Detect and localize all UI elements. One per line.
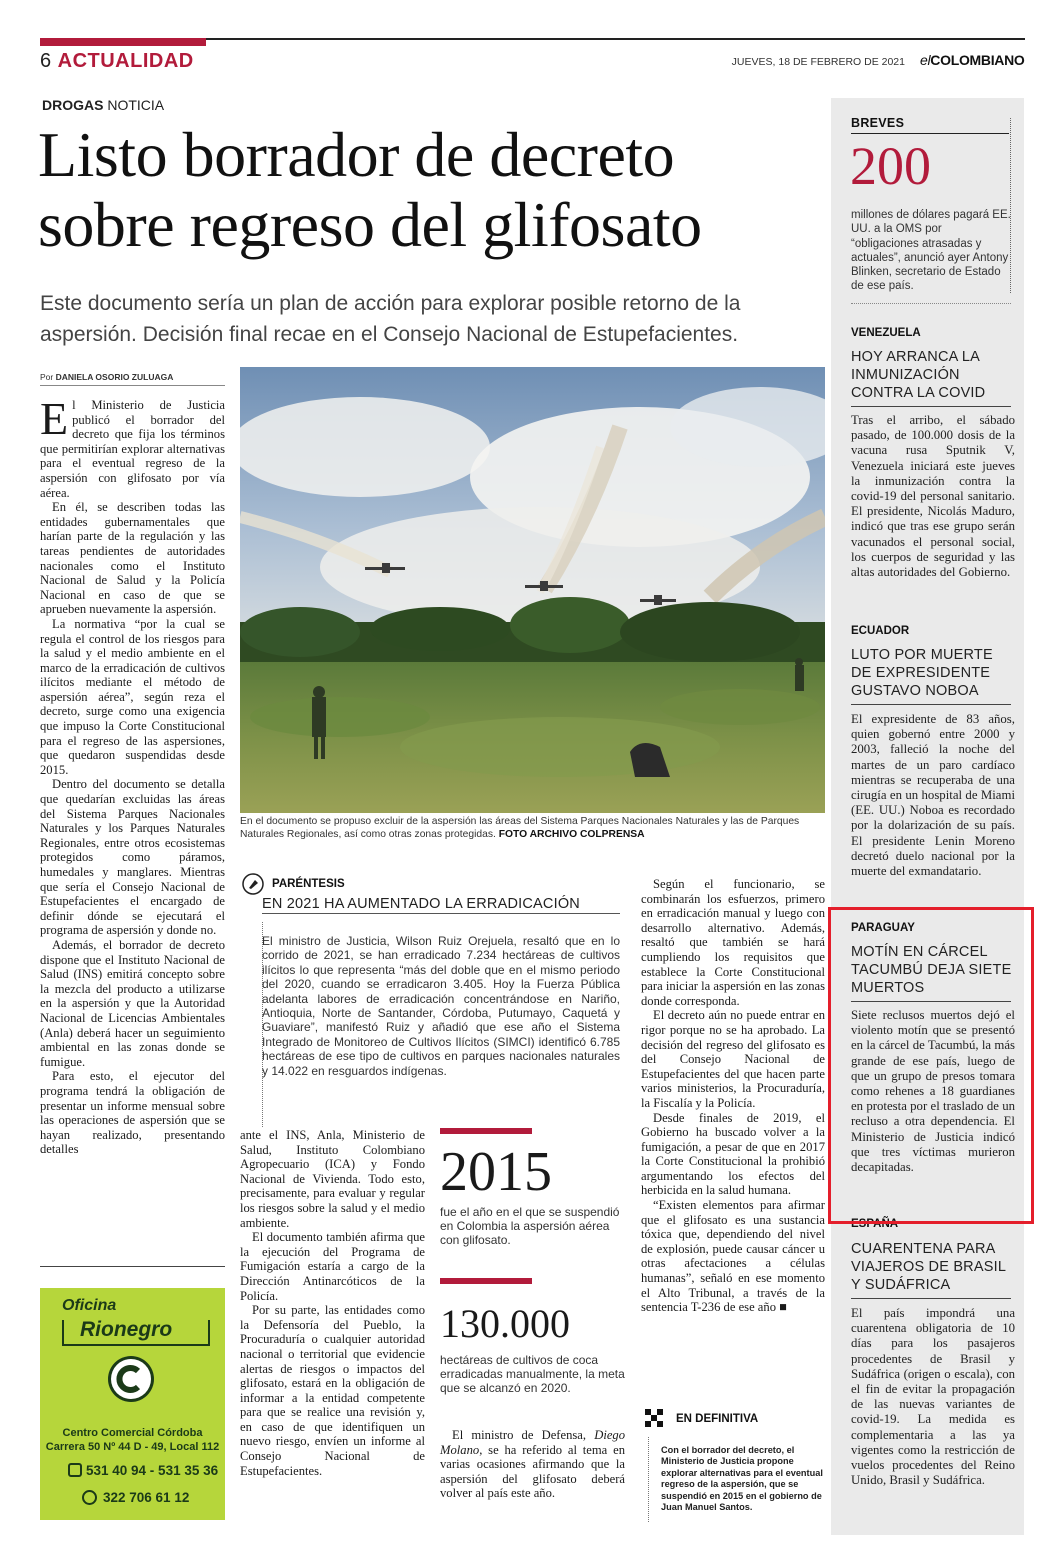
ad-phone: 531 40 94 - 531 35 36 xyxy=(68,1463,218,1478)
ad-whatsapp: 322 706 61 12 xyxy=(82,1490,189,1505)
breves-rule xyxy=(851,133,1009,134)
brief-kicker-venezuela: VENEZUELA xyxy=(851,327,921,339)
breves-big-text: millones de dólares pagará EE. UU. a la OMS por “obligaciones atrasadas y actuales”, anunció ayer Antony Blinken, secretario de Estado de ese país. xyxy=(851,209,1011,293)
drop-cap: E xyxy=(40,393,69,444)
article-dek: Este documento sería un plan de acción para explorar posible retorno de la aspersión. Decisión final recae en el Consejo Nacional de Estupefacientes. xyxy=(40,292,741,346)
en-definitiva-label: EN DEFINITIVA xyxy=(676,1413,759,1425)
breves-label: BREVES xyxy=(851,116,905,130)
article-column-3: El ministro de Defensa, Diego Molano, se ha referido al tema en varias ocasiones afirmando que la aspersión del glifosato deberá volver al país este año. xyxy=(440,1428,625,1501)
aerial-spraying-photo xyxy=(240,367,825,813)
issue-date: JUEVES, 18 DE FEBRERO DE 2021 xyxy=(731,56,905,68)
parentesis-title: EN 2021 HA AUMENTADO LA ERRADICACIÓN xyxy=(262,896,620,914)
sidebar-divider xyxy=(851,303,1011,304)
brief-body-ecuador: El expresidente de 83 años, quien gobernó entre 2000 y 2003, falleció la noche del martes de un paro cardíaco mientras se recuperaba de una cirugía en un hospital de Miami (EE. UU.) Noboa es recordado por la dolarización de su país. El presidente Lenin Moreno decretó duelo nacional por la muerte del exmandatario. xyxy=(851,712,1015,879)
article-column-4: Según el funcionario, se combinarán los esfuerzos, primero en erradicación manual y luego con desarrollo alternativo. Además, resaltó que también se hará cumpliendo los requisitos que establece la Corte Constitucional para iniciar la aspersión en las zonas donde corresponda. El decreto aún no puede entrar en rigor porque no se ha aprobado. La decisión del regreso del glifosato es del Consejo Nacional de Estupefacientes del que hacen parte varios ministerios, la Procuraduría, la Fiscalía y la Policía. Desde finales de 2019, el Gobierno ha buscado volver a la fumigación, a pesar de que en 2017 la Corte Constitucional la prohibió argumentando los efectos del herbicida en la salud humana. “Existen elementos para afirmar que el glifosato es una sustancia tóxica que, dependiendo del nivel de explosión, puede causar cáncer u otras afectaciones a células humanas”, señaló en ese momento el Alto Tribunal, a través de la sentencia T-236 de ese año ■ xyxy=(641,877,825,1315)
breves-big-number: 200 xyxy=(850,136,931,196)
brief-rule xyxy=(851,1298,1011,1299)
section-accent-bar xyxy=(40,38,206,46)
phone-icon xyxy=(68,1463,82,1477)
brief-title-espana: CUARENTENA PARA VIAJEROS DE BRASIL Y SUDÁFRICA xyxy=(851,1241,1006,1293)
ad-title-oficina: Oficina xyxy=(62,1297,117,1314)
brief-title-venezuela: HOY ARRANCA LA INMUNIZACIÓN CONTRA LA COVID xyxy=(851,349,986,401)
pin-icon xyxy=(242,873,264,895)
en-definitiva-text: Con el borrador del decreto, el Ministerio de Justicia propone explorar alternativas para el eventual regreso de la aspersión, que se suspendió en 2015 en el gobierno de Juan Manuel Santos. xyxy=(661,1445,823,1513)
byline: Por DANIELA OSORIO ZULUAGA xyxy=(40,372,225,386)
newspaper-logo: elCOLOMBIANO xyxy=(920,52,1025,68)
section-header xyxy=(40,50,194,73)
article-headline: Listo borrador de decreto sobre regreso del glifosato xyxy=(38,119,702,260)
brief-kicker-ecuador: ECUADOR xyxy=(851,625,910,637)
brief-rule xyxy=(851,704,1011,705)
whatsapp-icon xyxy=(82,1490,97,1505)
article-photo xyxy=(240,367,825,813)
ad-separator xyxy=(40,1266,225,1267)
parentesis-text: El ministro de Justicia, Wilson Ruiz Orejuela, resaltó que en lo corrido de 2021, se han erradicado 7.234 hectáreas de cultivos ilícitos lo que representa “más del doble que en el mismo periodo del 2020, cuando se erradicaron 3.405. Hoy la Fuerza Pública adelanta labores de erradicación concentrándose en Nariño, Antioquia, Norte de Santander, Córdoba, Putumayo, Caquetá y Guaviare”, manifestó Ruiz y añadió que ese año el Sistema Integrado de Monitoreo de Cultivos Ilícitos (SIMCI) identificó 6.785 hectáreas de ese tipo de cultivos en parques nacionales naturales y 14.022 en resguardos indígenas. xyxy=(262,934,620,1078)
stat-text-2015: fue el año en el que se suspendió en Colombia la aspersión aérea con glifosato. xyxy=(440,1205,620,1247)
highlight-box-paraguay xyxy=(828,907,1034,1224)
photo-caption: En el documento se propuso excluir de la aspersión las áreas del Sistema Parques Nacionales Naturales y las de Parques Naturales Regionales, así como otras zonas protegidas. FOTO ARCHIVO COLPRENSA xyxy=(240,816,800,840)
ad-address: Centro Comercial Córdoba Carrera 50 Nº 44 D - 49, Local 112 xyxy=(45,1427,220,1453)
brief-title-ecuador: LUTO POR MUERTE DE EXPRESIDENTE GUSTAVO NOBOA xyxy=(851,647,993,699)
stat-number-2015: 2015 xyxy=(440,1141,552,1203)
stat-accent-bar xyxy=(440,1278,532,1284)
brief-kicker-paraguay: PARAGUAY xyxy=(851,922,915,934)
section-name: ACTUALIDAD xyxy=(57,50,194,72)
logo-icon xyxy=(108,1356,154,1402)
brief-kicker-espana: ESPAÑA xyxy=(851,1218,899,1230)
page-number: 6 xyxy=(40,50,52,72)
brief-rule xyxy=(851,406,1011,407)
end-mark: ■ xyxy=(779,1300,787,1315)
article-kicker: DROGAS NOTICIA xyxy=(42,97,165,113)
brief-title-paraguay: MOTÍN EN CÁRCEL TACUMBÚ DEJA SIETE MUERTOS xyxy=(851,944,1012,996)
article-column-2: ante el INS, Anla, Ministerio de Salud, Instituto Colombiano Agropecuario (ICA) y Fondo Nacional de Vivienda. Todo esto, precisamente, para evaluar y regular los riesgos sobre la salud y el medio ambiente. El documento también afirma que la ejecución del Programa de Fumigación estaría a cargo de la Dirección Antinarcóticos de la Policía. Por su parte, las entidades como la Defensoría del Pueblo, la Procuraduría o cualquier autoridad nacional o territorial que evidencie alertas de riesgos o impactos del glifosato, estará en la obligación de informar a la entidad competente para que se realice una revisión y, en caso de que identifiquen un nuevo riesgo, envíen un informe al Consejo Nacional de Estupefacientes. xyxy=(240,1128,425,1478)
checker-icon xyxy=(645,1409,665,1429)
brief-body-espana: El país impondrá una cuarentena obligatoria de 10 días para los pasajeros procedentes de Brasil y Sudáfrica (origen o escala), con el fin de evitar la propagación de las nuevas variantes de covid-19. La medida es complementaria a las ya vigentes como la restricción de vuelos procedentes del Reino Unido, Brasil y Sudáfrica. xyxy=(851,1306,1015,1488)
article-column-1: El Ministerio de Justicia publicó el borrador del decreto que fija los términos que permitirían explorar alternativas para el eventual regreso de la aspersión con glifosato por vía aérea. En él, se describen todas las entidades gubernamentales que harían parte de la regulación y las tareas pendientes de autoridades nacionales como el Instituto Nacional de Salud y la Policía Nacional en caso de que se aprueben nuevamente la aspersión. La normativa “por la cual se regula el control de los riesgos para la salud y el medio ambiente en el marco de la erradicación de cultivos ilícitos mediante el método de aspersión aérea”, según reza el decreto, surge como una exigencia que impuso la Corte Constitucional para el regreso de las aspersiones, que quedaron suspendidas desde 2015. Dentro del documento se detalla que quedarían excluidas las áreas del Sistema Parques Nacionales Naturales y los Parques Naturales Regionales, entre otros ecosistemas protegidos como páramos, humedales y manglares. Mientras que sería el Consejo Nacional de Estupefacientes el encargado de definir dónde se ejecutará el programa de aspersión y donde no. Además, el borrador de decreto dispone que el Instituto Nacional de Salud (INS) emitirá concepto sobre la mezcla del producto a utilizarse en la aspersión y que la Autoridad Nacional de Licencias Ambientales (Anla) deberá hacer un seguimiento ambiental en las zonas donde se fumigue. Para esto, el ejecutor del programa tendrá la obligación de presentar un informe mensual sobre las operaciones de aspersión que se hayan realizado, presentando detalles xyxy=(40,393,225,1157)
photo-credit: FOTO ARCHIVO COLPRENSA xyxy=(498,829,645,840)
parentesis-label: PARÉNTESIS xyxy=(272,878,345,890)
stat-accent-bar xyxy=(440,1128,532,1134)
brief-body-venezuela: Tras el arribo, el sábado pasado, de 100.000 dosis de la vacuna rusa Sputnik V, Venezuela iniciará este jueves la inmunización contra la covid-19 del personal sanitario. El presidente, Nicolás Maduro, indicó que tras ese grupo serán vacunados el personal social, los cuerpos de seguridad y las altas autoridades del Gobierno. xyxy=(851,413,1015,580)
stat-number-130000: 130.000 xyxy=(440,1301,570,1346)
ad-title-rionegro: Rionegro xyxy=(80,1318,173,1341)
stat-text-130000: hectáreas de cultivos de coca erradicadas manualmente, la meta que se alcanzó en 2020. xyxy=(440,1353,625,1395)
brief-body-paraguay: Siete reclusos muertos dejó el violento motín que se presentó en la cárcel de Tacumbú, la más grande de ese país, luego de que un grupo de presos tomara como rehenes a 18 guardianes en protesta por el traslado de un recluso a otra dependencia. El Ministerio de Justicia indicó que tres víctimas murieron decapitadas. xyxy=(851,1008,1015,1175)
